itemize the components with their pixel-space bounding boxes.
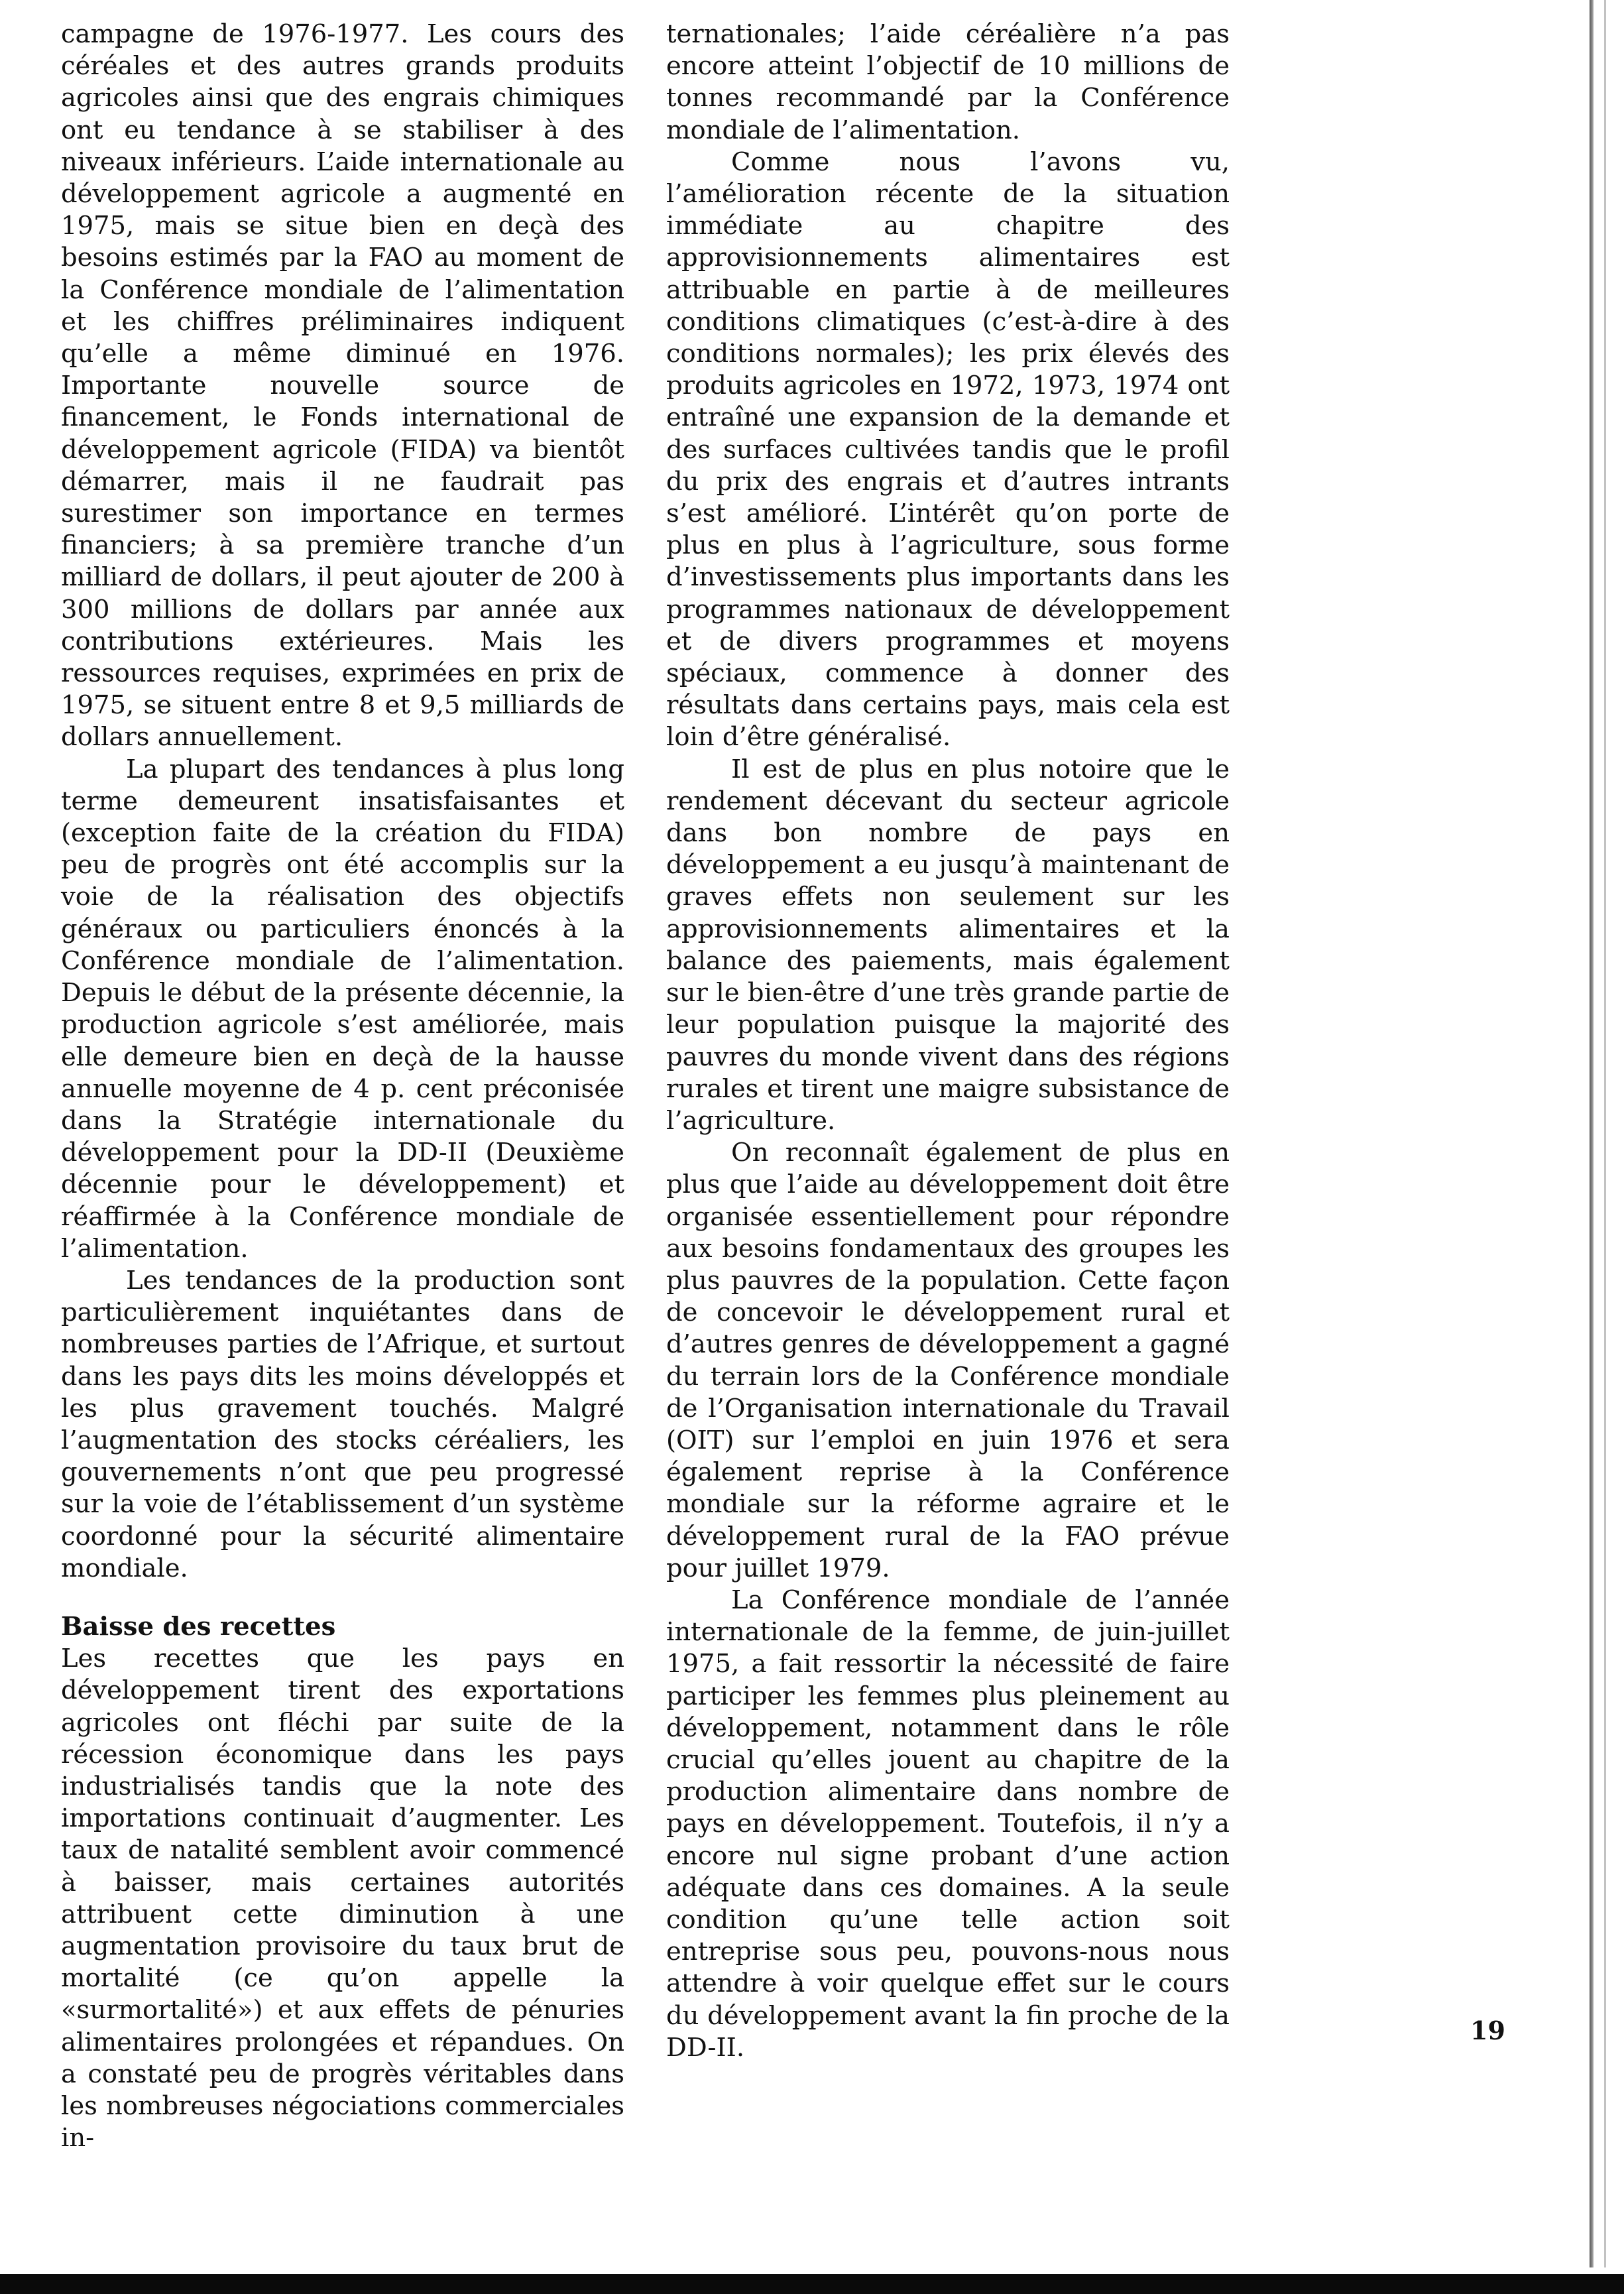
page-number: 19 (1470, 2016, 1505, 2045)
paragraph: La Conférence mondiale de l’année internationale de la femme, de juin-juillet 1975, a fait ressortir la nécessité de faire participer les femmes plus pleinement au développement, notamment dans le rôle crucial qu’elles jouent au chapitre de la production alimentaire dans nombre de pays en développement. Toutefois, il n’y a encore nul signe probant d’une action adéquate dans ces domaines. A la seule condition qu’une telle action soit entreprise sous peu, pouvons-nous nous attendre à voir quelque effet sur le cours du développement avant la fin proche de la DD-II. (666, 1585, 1230, 2063)
paragraph: La plupart des tendances à plus long terme demeurent insatisfaisantes et (exception faite de la création du FIDA) peu de progrès ont été accomplis sur la voie de la réalisation des objectifs généraux ou particuliers énoncés à la Conférence mondiale de l’alimentation. Depuis le début de la présente décennie, la production agricole s’est améliorée, mais elle demeure bien en deçà de la hausse annuelle moyenne de 4 p. cent préconisée dans la Stratégie internationale du développement pour la DD-II (Deuxième décennie pour le développement) et réaffirmée à la Conférence mondiale de l’alimentation. (61, 754, 624, 1264)
paragraph: Les recettes que les pays en développement tirent des exportations agricoles ont fléchi par suite de la récession économique dans les pays industrialisés tandis que la note des importations continuait d’augmenter. Les taux de natalité semblent avoir commencé à baisser, mais certaines autorités attribuent cette diminution à une augmentation provisoire du taux brut de mortalité (ce qu’on appelle la «surmortalité») et aux effets de pénuries alimentaires prolongées et répandues. On a constaté peu de progrès véritables dans les nombreuses négociations commerciales in- (61, 1644, 624, 2153)
paragraph: Comme nous l’avons vu, l’amélioration récente de la situation immédiate au chapitre des approvisionnements alimentaires est attribuable en partie à de meilleures conditions climatiques (c’est-à-dire à des conditions normales); les prix élevés des produits agricoles en 1972, 1973, 1974 ont entraîné une expansion de la demande et des surfaces cultivées tandis que le profil du prix des engrais et d’autres intrants s’est amélioré. L’intérêt qu’on porte de plus en plus à l’agriculture, sous forme d’investissements plus importants dans les programmes nationaux de développement et de divers programmes et moyens spéciaux, commence à donner des résultats dans certains pays, mais cela est loin d’être généralisé. (666, 147, 1230, 753)
paragraph: On reconnaît également de plus en plus que l’aide au développement doit être organisée essentiellement pour répondre aux besoins fondamentaux des groupes les plus pauvres de la population. Cette façon de concevoir le développement rural et d’autres genres de développement a gagné du terrain lors de la Conférence mondiale de l’Organisation internationale du Travail (OIT) sur l’emploi en juin 1976 et sera également reprise à la Conférence mondiale sur la réforme agraire et le développement rural de la FAO prévue pour juillet 1979. (666, 1138, 1230, 1583)
left-column (61, 19, 624, 2154)
page-binding-shadow (1604, 0, 1606, 2267)
paragraph: Il est de plus en plus notoire que le rendement décevant du secteur agricole dans bon nombre de pays en développement a eu jusqu’à maintenant de graves effets non seulement sur les approvisionnements alimentaires et la balance des paiements, mais également sur le bien-être d’une très grande partie de leur population puisque la majorité des pauvres du monde vivent dans des régions rurales et tirent une maigre subsistance de l’agriculture. (666, 754, 1230, 1136)
paragraph: campagne de 1976-1977. Les cours des céréales et des autres grands produits agricoles ainsi que des engrais chimiques ont eu tendance à se stabiliser à des niveaux inférieurs. L’aide internationale au développement agricole a augmenté en 1975, mais se situe bien en deçà des besoins estimés par la FAO au moment de la Conférence mondiale de l’alimentation et les chiffres préliminaires indiquent qu’elle a même diminué en 1976. Importante nouvelle source de financement, le Fonds international de développement agricole (FIDA) va bientôt démarrer, mais il ne faudrait pas surestimer son importance en termes financiers; à sa première tranche d’un milliard de dollars, il peut ajouter de 200 à 300 millions de dollars par année aux contributions extérieures. Mais les ressources requises, exprimées en prix de 1975, se situent entre 8 et 9,5 milliards de dollars annuellement. (61, 19, 624, 753)
paragraph: ternationales; l’aide céréalière n’a pas encore atteint l’objectif de 10 millions de tonnes recommandé par la Conférence mondiale de l’alimentation. (666, 19, 1230, 145)
section-heading: Baisse des recettes (61, 1611, 336, 1642)
scan-bottom-border (0, 2274, 1624, 2294)
right-column (666, 19, 1230, 2064)
paragraph: Les tendances de la production sont particulièrement inquiétantes dans de nombreuses parties de l’Afrique, et surtout dans les pays dits les moins développés et les plus gravement touchés. Malgré l’augmentation des stocks céréaliers, les gouvernements n’ont que peu progressé sur la voie de l’établissement d’un système coordonné pour la sécurité alimentaire mondiale. (61, 1265, 624, 1583)
page-binding-edge (1590, 0, 1594, 2267)
